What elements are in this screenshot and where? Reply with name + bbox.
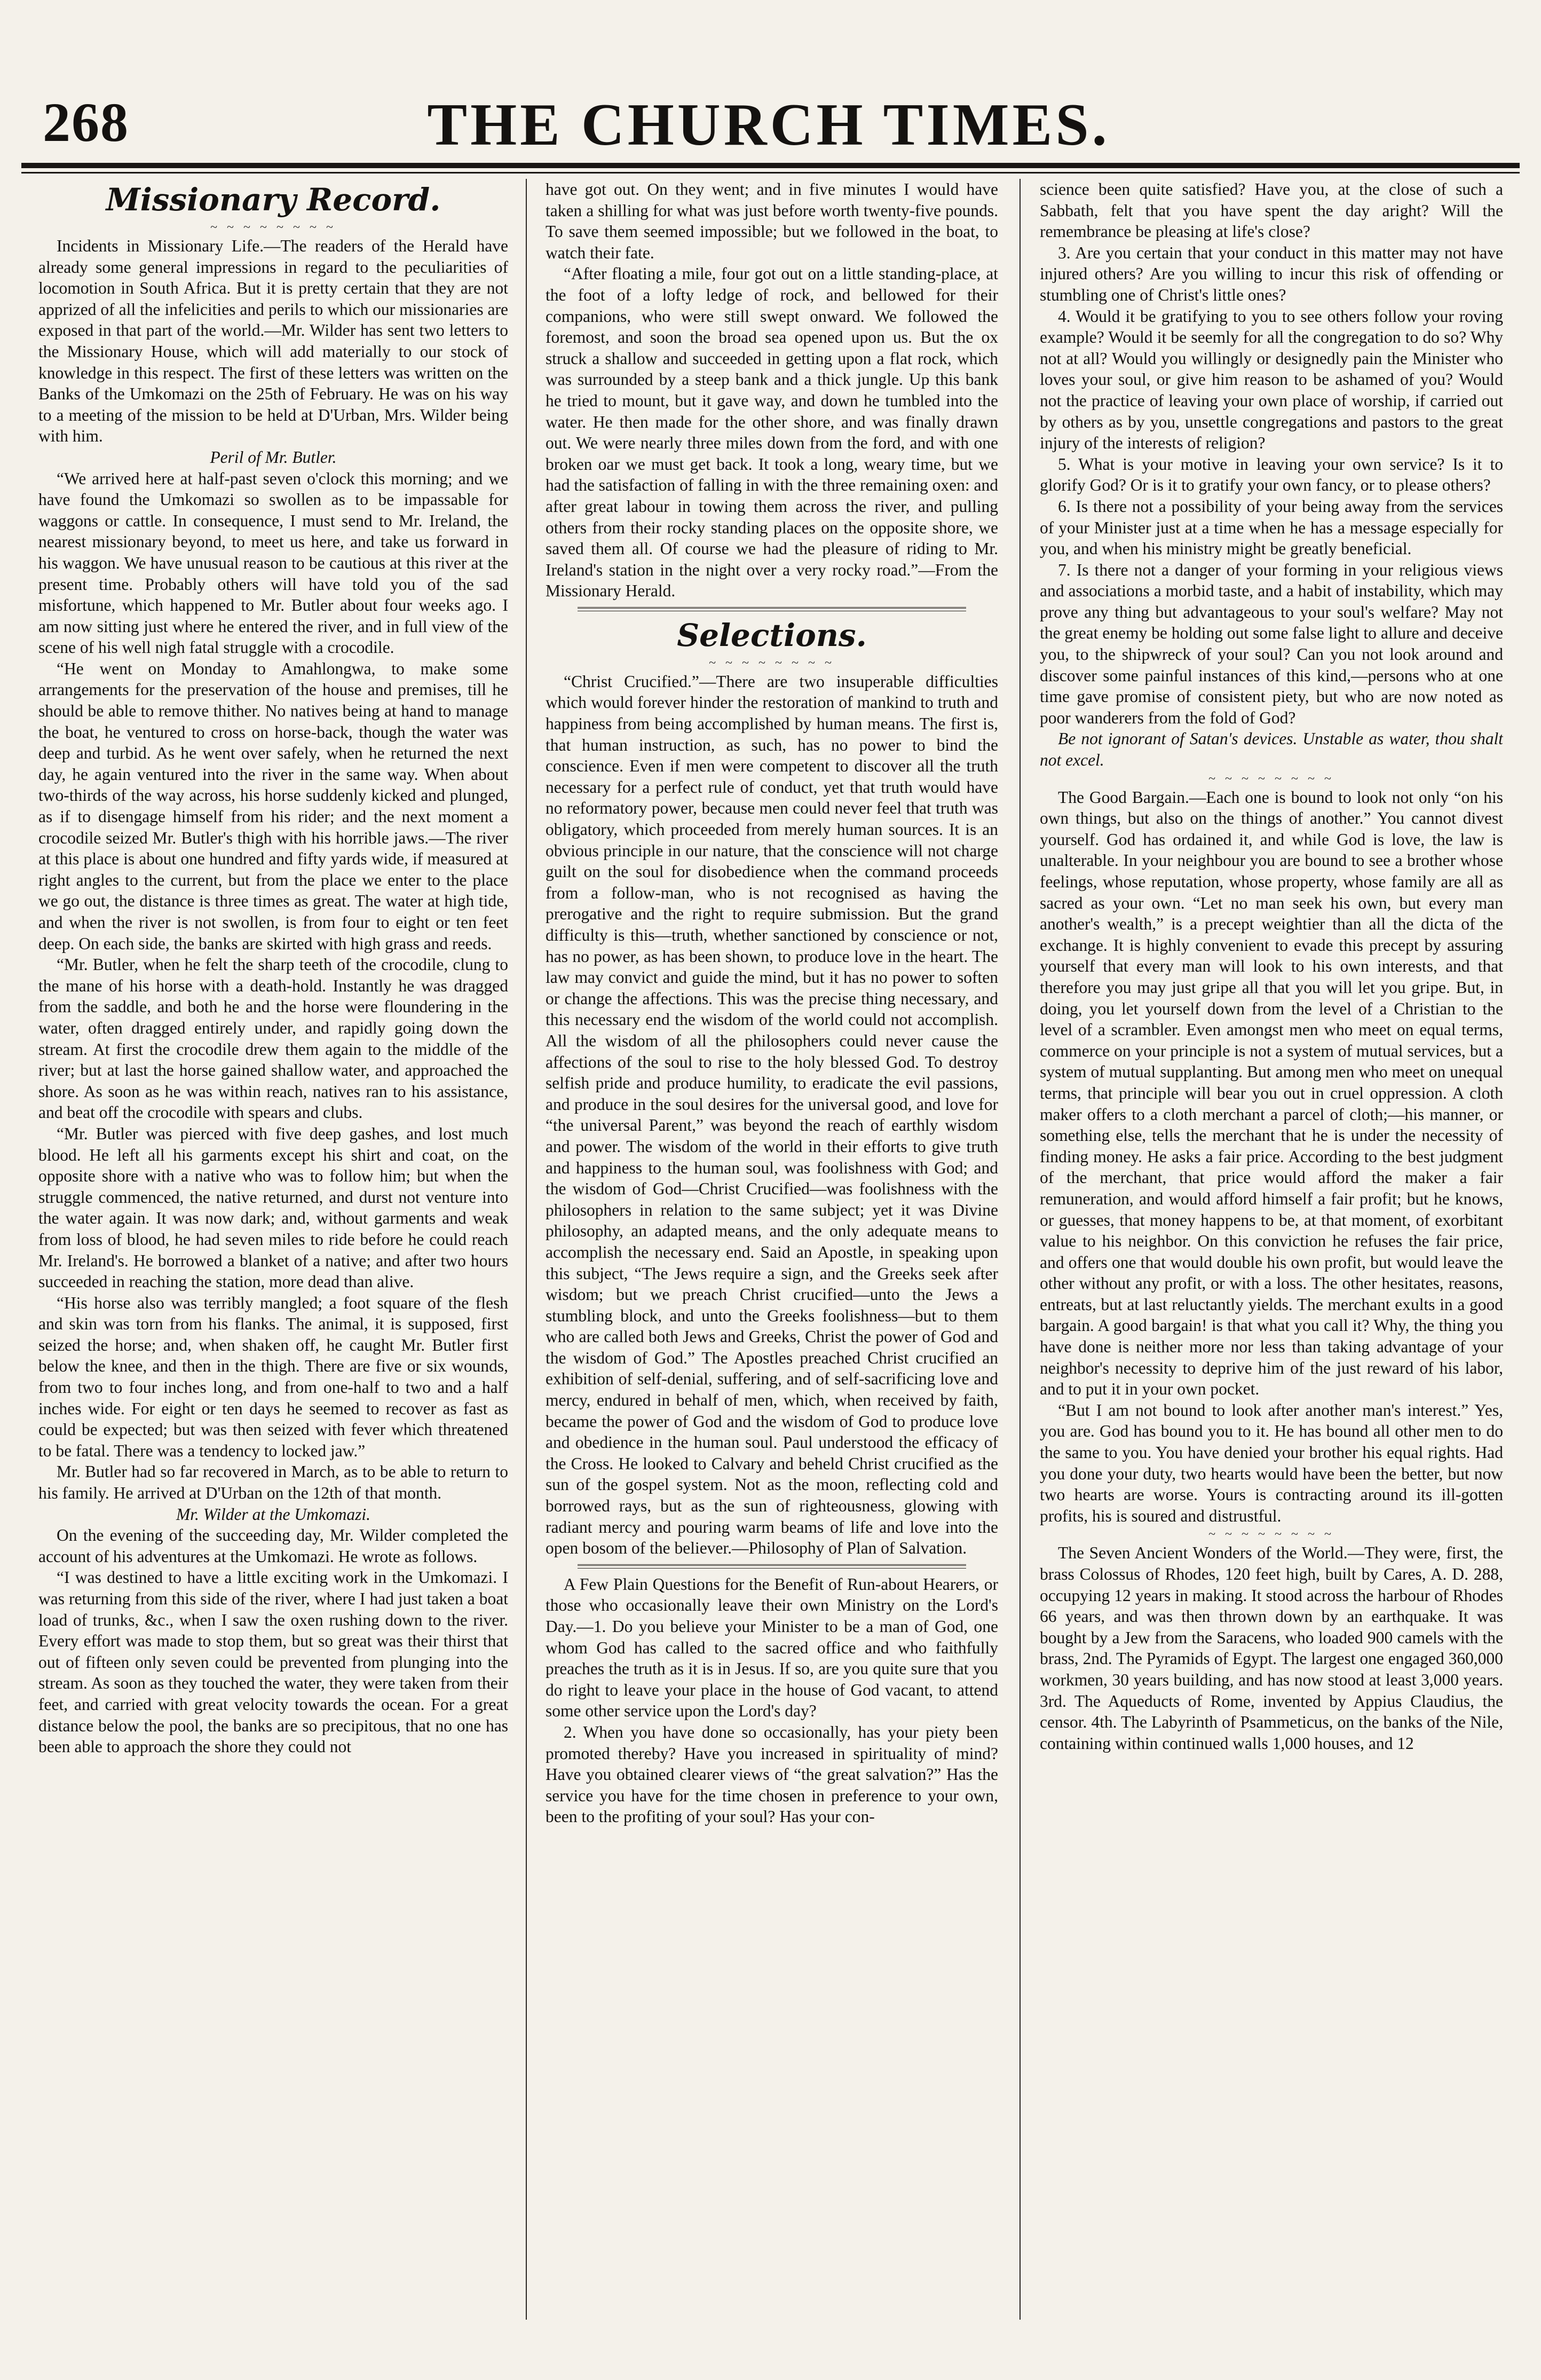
article-paragraph: “Mr. Butler was pierced with five deep gashes, and lost much blood. He left all his garments except his shirt and coat, on the opposite shore with a native who was to follow him; but when the struggle commenced, the native returned, and durst not venture into the water again. It was now dark; and, without garments and weak from loss of blood, he had seven miles to ride before he could reach Mr. Ireland's. He borrowed a blanket of a native; and after two hours succeeded in reaching the station, more dead than alive.: [38, 1124, 508, 1291]
section-ornament: ~ ~ ~ ~ ~ ~ ~ ~: [709, 656, 835, 670]
section-ornament: ~ ~ ~ ~ ~ ~ ~ ~: [1208, 771, 1334, 786]
page-header: [21, 80, 1516, 171]
subheading-peril-of-mr-butler: Peril of Mr. Butler.: [210, 447, 337, 467]
page-number: 268: [43, 92, 129, 153]
subheading-mr-wilder: Mr. Wilder at the Umkomazi.: [176, 1504, 370, 1524]
section-title-missionary-record: Missionary Record.: [106, 182, 441, 218]
article-paragraph: have got out. On they went; and in five minutes I would have taken a shilling for what was just before worth twenty-five pounds. To save them seemed impossible; but we followed in the boat, to watch their fate.: [546, 180, 998, 262]
article-paragraph: 4. Would it be gratifying to you to see others follow your roving example? Would it be seemly for all the congregation to do so? Why not at all? Would you willingly or designedly pain the Minister who loves your soul, or give him reason to be ashamed of you? Would not the practice of leaving your own place of worship, if carried out by others as by you, unsettle congregations and pastors to the great injury of the interests of religion?: [1040, 306, 1503, 453]
article-paragraph: On the evening of the succeeding day, Mr. Wilder completed the account of his adventures at the Umkomazi. He wrote as follows.: [38, 1526, 508, 1566]
article-paragraph: “I was destined to have a little exciting work in the Umkomazi. I was returning from this side of the river, where I had just taken a boat load of trunks, &c., when I saw the oxen rushing down to the river. Every effort was made to stop them, but so great was their thirst that out of fifteen only seven could be prevented from plunging into the stream. As soon as they touched the water, they were taken from their feet, and carried with great velocity towards the ocean. For a great distance below the pool, the banks are so precipitous, that no one has been able to approach the shore they could not: [38, 1568, 508, 1756]
article-paragraph: A Few Plain Questions for the Benefit of Run-about Hearers, or those who occasionally leave their own Ministry on the Lord's Day.—1. Do you believe your Minister to be a man of God, one whom God has called to the sacred office and who faithfully preaches the truth as it is in Jesus. If so, are you quite sure that you do right to leave your place in the house of God vacant, to attend some other service upon the Lord's day?: [546, 1574, 998, 1721]
masthead-title: THE CHURCH TIMES.: [427, 92, 1110, 158]
article-paragraph: 2. When you have done so occasionally, has your piety been promoted thereby? Have you increased in spirituality of mind? Have you obtained clearer views of “the great salvation?” Has the service you have for the time chosen in preference to your own, been to the profiting of your soul? Has your con-: [546, 1722, 998, 1826]
section-title-selections: Selections.: [677, 617, 867, 653]
article-paragraph: “After floating a mile, four got out on a little standing-place, at the foot of a lofty ledge of rock, and bellowed for their companions, who were still swept onward. We followed the foremost, and soon the broad sea opened upon us. But the ox struck a shallow and succeeded in getting upon a flat rock, which was surrounded by a steep bank and a thick jungle. Up this bank he tried to mount, but it gave way, and down he tumbled into the water. He then made for the other shore, and was finally drawn out. We were nearly three miles down from the ford, and with one broken oar we must get back. It took a long, weary time, but we had the satisfaction of falling in with the three remaining oxen: and after great labour in towing them across the river, and pulling others from their rocky standing places on the opposite shore, we saved them all. Of course we had the pleasure of riding to Mr. Ireland's station in the night over a very rocky road.”—From the Missionary Herald.: [546, 264, 998, 601]
article-paragraph: “Christ Crucified.”—There are two insuperable difficulties which would forever hinder the restoration of mankind to truth and happiness from being accomplished by human means. The first is, that human instruction, as such, has no power to bind the conscience. Even if men were competent to discover all the truth necessary for a perfect rule of conduct, yet that truth would have no reformatory power, because men could never feel that truth was obligatory, which proceeded from merely human sources. It is an obvious principle in our nature, that the conscience will not charge guilt on the soul for disobedience when the command proceeds from a follow-man, who is not recognised as having the prerogative and the right to require submission. But the grand difficulty is this—truth, whether sanctioned by conscience or not, has no power, as has been shown, to produce love in the heart. The law may convict and guide the mind, but it has no power to soften or change the affections. This was the precise thing necessary, and this necessary end the wisdom of the world could not accomplish. All the wisdom of all the philosophers could never cause the affections of the soul to rise to the holy blessed God. To destroy selfish pride and produce humility, to eradicate the evil passions, and produce in the soul desires for the universal good, and love for “the universal Parent,” was beyond the reach of earthly wisdom and power. The wisdom of the world in their efforts to give truth and happiness to the human soul, was foolishness with God; and the wisdom of God—Christ Crucified—was foolishness with the philosophers in relation to the same subject; yet it was Divine philosophy, an adapted means, and the only adequate means to accomplish the necessary end. Said an Apostle, in speaking upon this subject, “The Jews require a sign, and the Greeks seek after wisdom; but we preach Christ crucified—unto the Jews a stumbling block, and unto the Greeks foolishness—but to them who are called both Jews and Greeks, Christ the power of God and the wisdom of God.” The Apostles preached Christ crucified an exhibition of self-denial, suffering, and of self-sacrificing love and mercy, endured in behalf of men, which, when received by faith, became the power of God and the wisdom of God to produce love and obedience in the human soul. Paul understood the efficacy of the Cross. He looked to Calvary and beheld Christ crucified as the sun of the gospel system. Not as the moon, reflecting cold and borrowed rays, but as the sun of righteousness, glowing with radiant mercy and pouring warm beams of life and love into the open bosom of the believer.—Philosophy of Plan of Salvation.: [546, 672, 998, 1558]
article-paragraph: Mr. Butler had so far recovered in March, as to be able to return to his family. He arrived at D'Urban on the 12th of that month.: [38, 1462, 508, 1503]
article-paragraph: Be not ignorant of Satan's devices. Unstable as water, thou shalt not excel.: [1040, 729, 1503, 770]
column-2: [546, 179, 998, 2320]
article-paragraph: Incidents in Missionary Life.—The readers of the Herald have already some general impressions in regard to the peculiarities of locomotion in South Africa. But it is pretty certain that they are not apprized of all the infelicities and perils to which our missionaries are exposed in that part of the world.—Mr. Wilder has sent two letters to the Missionary House, which will add materially to our stock of knowledge in this respect. The first of these letters was written on the Banks of the Umkomazi on the 25th of February. He was on his way to a meeting of the mission to be held at D'Urban, Mrs. Wilder being with him.: [38, 237, 508, 446]
article-paragraph: 3. Are you certain that your conduct in this matter may not have injured others? Are you willing to incur this risk of offending or stumbling one of Christ's little ones?: [1040, 243, 1503, 304]
column-1: [38, 179, 508, 2320]
article-paragraph: “He went on Monday to Amahlongwa, to make some arrangements for the preservation of the house and premises, till he should be able to remove thither. No natives being at hand to manage the boat, he ventured to cross on horse-back, though the water was deep and turbid. As he went over safely, when he returned the next day, he again ventured into the river in the same way. When about two-thirds of the way across, his horse suddenly kicked and plunged, as if to disengage himself from his rider; and the next moment a crocodile seized Mr. Butler's thigh with his horrible jaws.—The river at this place is about one hundred and fifty yards wide, if measured at right angles to the current, but from the place we enter to the place we go out, the distance is three times as great. The water at high tide, and when the river is not swollen, is from four to eight or ten feet deep. On each side, the banks are skirted with high grass and reeds.: [38, 659, 508, 953]
section-ornament: ~ ~ ~ ~ ~ ~ ~ ~: [1208, 1527, 1334, 1542]
column-rule-1: [526, 179, 527, 2320]
article-paragraph: “Mr. Butler, when he felt the sharp teeth of the crocodile, clung to the mane of his horse with a death-hold. Instantly he was dragged from the saddle, and both he and the horse were floundering in the water, often dragged entirely under, and rapidly going down the stream. At first the crocodile drew them again to the middle of the river; but at last the horse gained shallow water, and approached the shore. As soon as he was within reach, natives ran to his assistance, and beat off the crocodile with spears and clubs.: [38, 955, 508, 1122]
column-rule-2: [1020, 179, 1021, 2320]
article-paragraph: “But I am not bound to look after another man's interest.” Yes, you are. God has bound you to it. He has bound all other men to do the same to you. You have denied your brother his equal rights. Had you done your duty, two hearts would have been the better, but now two hearts are worse. Yours is contracting around its ill-gotten profits, his is soured and distrustful.: [1040, 1400, 1503, 1525]
article-paragraph: 5. What is your motive in leaving your own service? Is it to glorify God? Or is it to gratify your own fancy, or to please others?: [1040, 454, 1503, 495]
article-paragraph: The Good Bargain.—Each one is bound to look not only “on his own things, but also on the things of another.” You cannot divest yourself. God has ordained it, and while God is love, the law is unalterable. In your neighbour you are bound to see a brother whose feelings, whose reputation, whose property, whose family are all as sacred as your own. “Let no man seek his own, but every man another's wealth,” is a precept weightier than all the dicta of the exchange. It is highly convenient to evade this precept by assuring yourself that every man will look to his own interests, and that therefore you may just gripe all that you will let you gripe. But, in doing, you let yourself down from the level of a Christian to the level of a scrambler. Even amongst men who meet on equal terms, commerce on your principle is not a system of mutual services, but a system of mutual supplanting. But among men who meet on unequal terms, that principle will bear you out in cruel oppression. A cloth maker offers to a cloth merchant a parcel of cloth;—his manner, or something else, tells the merchant that he is under the necessity of finding money. He asks a fair price. According to the best judgment of the merchant, that price would afford the maker a fair remuneration, and would afford himself a fair profit; but he knows, or guesses, that money happens to be, at that moment, of exorbitant value to his neighbor. On this conviction he refuses the fair price, and offers one that would double his own profit, but would leave the other without any profit, or with a loss. The other hesitates, reasons, entreats, but at last reluctantly yields. The merchant exults in a good bargain. A good bargain! is that what you call it? Why, the thing you have done is neither more nor less than taking advantage of your neighbor's necessity to deprive him of the just reward of his labor, and to put it in your own pocket.: [1040, 787, 1503, 1399]
article-paragraph: “We arrived here at half-past seven o'clock this morning; and we have found the Umkomazi so swollen as to be impassable for waggons or cattle. In consequence, I must send to Mr. Ireland, the nearest missionary beyond, to meet us here, and take us forward in his waggon. We have unusual reason to be cautious at this river at the present time. Probably others will have told you of the sad misfortune, which happened to Mr. Butler about four weeks ago. I am now sitting just where he entered the river, and in full view of the scene of his well nigh fatal struggle with a crocodile.: [38, 469, 508, 657]
column-divider: [578, 607, 966, 611]
column-3: [1040, 179, 1503, 2320]
section-ornament: ~ ~ ~ ~ ~ ~ ~ ~: [210, 220, 336, 234]
article-paragraph: 6. Is there not a possibility of your being away from the services of your Minister just at a time when he has a message especially for you, and when his ministry might be greatly beneficial.: [1040, 497, 1503, 558]
column-divider: [578, 1564, 966, 1569]
header-rule-thick: [21, 163, 1520, 168]
header-rule-thin: [21, 172, 1520, 174]
article-paragraph: science been quite satisfied? Have you, at the close of such a Sabbath, felt that you have spent the day aright? Will the remembrance be pleasing at life's close?: [1040, 180, 1503, 241]
article-paragraph: The Seven Ancient Wonders of the World.—They were, first, the brass Colossus of Rhodes, 120 feet high, built by Cares, A. D. 288, occupying 12 years in making. It stood across the harbour of Rhodes 66 years, and was then thrown down by an earthquake. It was bought by a Jew from the Saracens, who loaded 900 camels with the brass, 2nd. The Pyramids of Egypt. The largest one engaged 360,000 workmen, 30 years building, and has now stood at least 3,000 years. 3rd. The Aqueducts of Rome, invented by Appius Claudius, the censor. 4th. The Labyrinth of Psammeticus, on the banks of the Nile, containing within continued walls 1,000 houses, and 12: [1040, 1543, 1503, 1753]
article-paragraph: 7. Is there not a danger of your forming in your religious views and associations a morbid taste, and a habit of instability, which may prove any thing but advantageous to your soul's welfare? May not the great enemy be holding out some false light to allure and deceive you, to the shipwreck of your soul? Can you not look around and discover some painful instances of this kind,—persons who at one time gave promise of consistent piety, but who are now noted as poor wanderers from the fold of God?: [1040, 560, 1503, 727]
article-paragraph: “His horse also was terribly mangled; a foot square of the flesh and skin was torn from his flanks. The animal, it is supposed, first seized the horse; and, when shaken off, he caught Mr. Butler first below the knee, and then in the thigh. There are five or six wounds, from two to four inches long, and from one-half to two and a half inches wide. For eight or ten days he seemed to recover as fast as could be expected; but was then seized with fever which threatened to be fatal. There was a tendency to locked jaw.”: [38, 1293, 508, 1460]
